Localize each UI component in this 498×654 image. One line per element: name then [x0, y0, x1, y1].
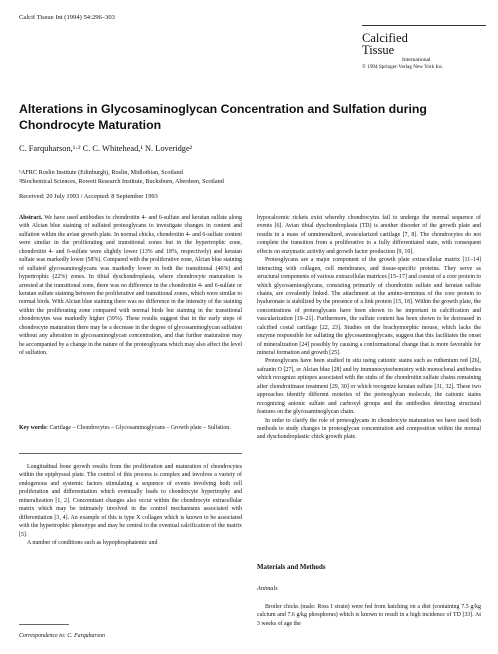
copyright-notice: © 1994 Springer-Verlag New York Inc. — [362, 64, 444, 70]
abstract — [19, 214, 242, 357]
abstract-label: Abstract. — [19, 215, 43, 221]
author-list: C. Farquharson,¹·² C. C. Whitehead,¹ N. Loveridge² — [19, 144, 193, 153]
animals-subheading: Animals — [257, 585, 278, 592]
methods-paragraph-1: Broiler chicks (male: Ross I strain) were fed from hatching on a diet (containing 7.5 g/kg calcium and 7.6 g/kg phosphorus) which is known to result in a high incidence of TD [33]. At 3 weeks of age the — [257, 604, 481, 627]
keywords-label: Key words: — [19, 425, 48, 431]
journal-citation: Calcif Tissue Int (1994) 54:296–303 — [19, 14, 115, 21]
footnote-rule — [19, 624, 69, 625]
methods-text — [257, 603, 481, 628]
affiliation-1: ¹AFRC Roslin Institute (Edinburgh), Roslin, Midlothian, Scotland — [19, 169, 183, 176]
keywords — [19, 424, 242, 432]
section-divider — [19, 453, 242, 454]
correspondence-note — [19, 633, 105, 639]
journal-logo — [362, 32, 486, 70]
body-text-right — [257, 214, 481, 442]
affiliation-2: ²Biochemical Sciences, Rowett Research Institute, Bucksburn, Aberdeen, Scotland — [19, 177, 224, 185]
received-dates: Received: 20 July 1993 / Accepted: 8 September 1993 — [19, 193, 158, 200]
introduction — [19, 463, 242, 547]
keywords-text: Cartilage – Chondrocytes – Glycosaminoglycans – Growth plate – Sulfation. — [49, 425, 231, 431]
abstract-text: We have used antibodies to chondroitin 4- and 6-sulfate and keratan sulfate along with Alcian blue staining of sulfated proteoglycans to investigate changes in content and sulfation within the avian growth plate. In normal chicks, chondroitin 4- and 6-sulfate content were similar in the proliferating and transitional zones but in the hypertrophic zone, chondroitin 4- and 6-sulfate were slightly lower (13% and 18%, respectively) and keratan sulfate was markedly lower (58%). Compared with the proliferative zone, Alcian blue staining of sulfated glycosaminoglycans was markedly lower in both the transitional (46%) and hypertrophic (22%) zones. In tibial dyschondroplasia, where chondrocyte maturation is arrested at the transitional zone, there was no difference in the chondroitin 4- and 6-sulfate or keratan sulfate staining between the proliferative and transitional zones, which were similar to normal birds. With Alcian blue staining there was no difference in the intensity of the staining within the proliferating zone compared with normal birds but staining in the transitional chondrocytes was markedly higher (39%). These results suggest that in the early steps of chondrocyte maturation there may be a decrease in the degree of glycosaminoglycan sulfation without any alteration in glycosaminoglycan concentration, and that further maturation may be accompanied by a change in the nature of the proteoglycans which may also affect the level of sulfation. — [19, 215, 242, 356]
correspondence-text: Correspondence to: C. Farquharson — [19, 633, 105, 639]
intro-paragraph-1: Longitudinal bone growth results from the proliferation and maturation of chondrocytes within the epiphyseal plate. The control of this process is complex and involves a variety of endogenous and systemic factors stimulating a sequence of events involving both cell proliferation and differentiation which eventually leads to chondrocyte hypertrophy and mineralization [1, 2]. Concomitant changes also occur within the chondrocyte extracellular matrix which may be intimately involved in the control mechanisms associated with differentiation [3, 4]. An example of this is type X collagen which is known to be associated with the hypertrophic phenotype and may be central to the eventual calcification of the matrix [5]. — [19, 464, 242, 538]
intro-paragraph-2: A number of conditions such as hypophosphatemic and — [27, 539, 158, 546]
journal-name-line2: Tissue — [362, 43, 395, 57]
journal-name-line1: Calcified — [362, 31, 408, 45]
header-rule — [362, 25, 486, 26]
body-paragraph-3: Proteoglycans have been studied in situ using cationic stains such as ruthenium red [26], safranin O [27], or Alcian blue [28] and by immunocytochemistry with monoclonal antibodies which recognize epitopes associated with the stubs of the chondroitin sulfate chains remaining after chondroitinase treatment [29, 30] or which recognize keratan sulfate [31, 32]. These two approaches identify different moieties of the proteoglycan molecule, the cationic stains recognizing anionic sulfate and carboxyl groups and the antibodies detecting structural features on the glycosaminoglycan chain. — [257, 358, 481, 416]
body-paragraph-2: Proteoglycans are a major component of the growth plate extracellular matrix [11–14] interacting with collagen, cell membranes, and tissue-specific proteins. They serve as structural components of various extracellular matrices [15–17] and consist of a core protein to which glycosaminoglycans, consisting primarily of chondroitin sulfate and keratan sulfate chains, are covalently linked. The attachment at the amino-terminus of the core protein to hyaluronate is stabilized by the presence of a link protein [15, 18]. Within the growth plate, the concentrations of proteoglycans have been shown to be important in calcification and vascularization [19–21]. Furthermore, the sulfate content has been shown to be decreased in calcified costal cartilage [22, 23]. Studies on the brachymorphic mouse, which lacks the enzyme responsible for sulfating the glycosaminoglycans, suggest that this facilitates the onset of mineralization [24] possibly by causing a conformational change that is more favorable for mineral formation and growth [25]. — [257, 257, 481, 356]
affiliations — [19, 169, 224, 186]
methods-heading: Materials and Methods — [257, 564, 326, 571]
body-paragraph-4: In order to clarify the role of proteoglycans in chondrocyte maturation we have used both methods to study changes in proteoglycan concentration and composition within the normal and dyschondroplastic chick growth plate. — [257, 417, 481, 441]
body-paragraph-1: hypocalcemic rickets exist whereby chondrocytes fail to undergo the normal sequence of events [6]. Avian tibial dyschondroplasia (TD) is another disorder of the growth plate and results in a mass of unmineralized, avascularized cartilage [7, 8]. The chondrocytes do not complete the transition from a proliferative to a fully differentiated state, with consequent effects on enzymatic activity and growth factor production [9, 10]. — [257, 215, 481, 255]
article-title: Alterations in Glycosaminoglycan Concentration and Sulfation during Chondrocyte Maturation — [19, 102, 427, 132]
journal-name-line3: International — [402, 57, 431, 63]
